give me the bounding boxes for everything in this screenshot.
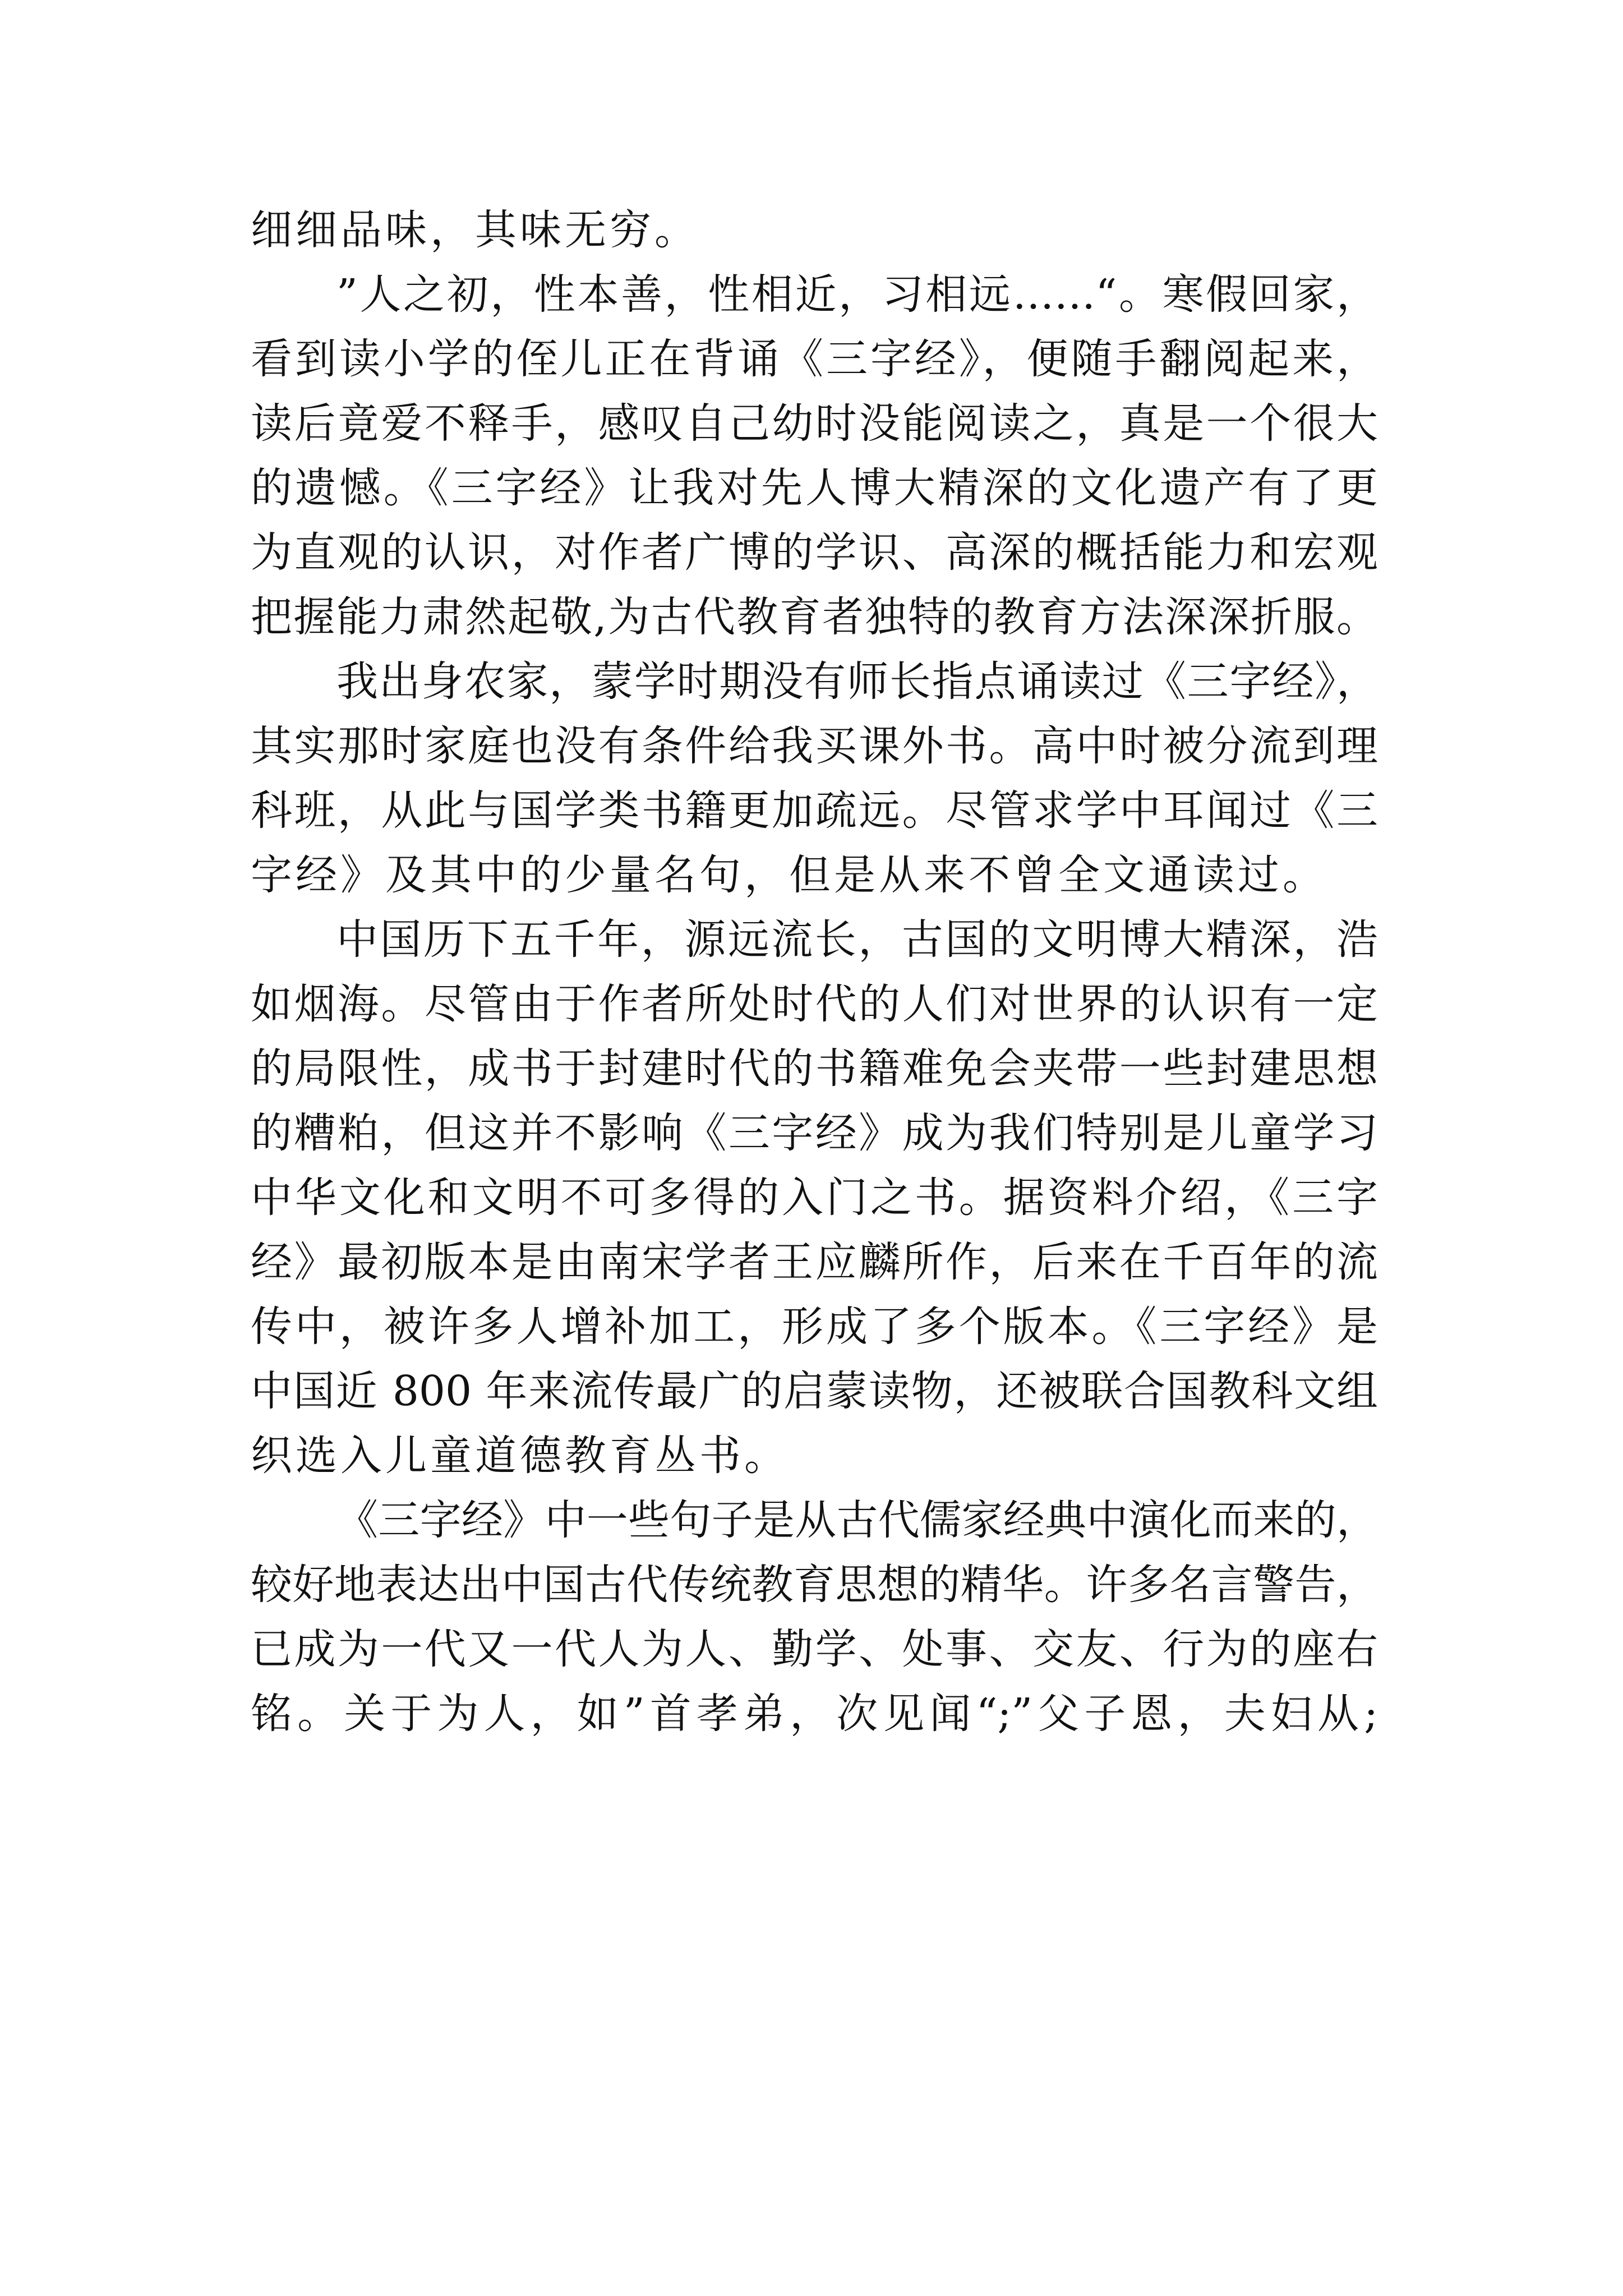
paragraph-4-line-4: 的糟粕，但这并不影响《三字经》成为我们特别是儿童学习 (251, 1109, 1378, 1157)
paragraph-3-line-1: 我出身农家，蒙学时期没有师长指点诵读过《三字经》， (336, 657, 1378, 706)
paragraph-4-line-8: 中国近 800 年来流传最广的启蒙读物，还被联合国教科文组 (251, 1367, 1378, 1415)
paragraph-4-line-9: 织选入儿童道德教育丛书。 (251, 1432, 789, 1480)
paragraph-4-line-1: 中国历下五千年，源远流长，古国的文明博大精深，浩 (336, 915, 1378, 964)
paragraph-2-line-3: 读后竟爱不释手，感叹自己幼时没能阅读之，真是一个很大 (251, 399, 1378, 448)
paragraph-5-line-2: 较好地表达出中国古代传统教育思想的精华。许多名言警告， (251, 1561, 1378, 1609)
paragraph-2-line-5: 为直观的认识，对作者广博的学识、高深的概括能力和宏观 (251, 528, 1378, 577)
paragraph-4-line-3: 的局限性，成书于封建时代的书籍难免会夹带一些封建思想 (251, 1045, 1378, 1093)
paragraph-5-line-1: 《三字经》中一些句子是从古代儒家经典中演化而来的， (336, 1496, 1378, 1544)
paragraph-5-line-3: 已成为一代又一代人为人、勤学、处事、交友、行为的座右 (251, 1625, 1378, 1673)
paragraph-4-line-6: 经》最初版本是由南宋学者王应麟所作，后来在千百年的流 (251, 1238, 1378, 1286)
paragraph-3-line-3: 科班，从此与国学类书籍更加疏远。尽管求学中耳闻过《三 (251, 786, 1378, 835)
paragraph-4-line-7: 传中，被许多人增补加工，形成了多个版本。《三字经》是 (251, 1303, 1378, 1351)
paragraph-4-line-2: 如烟海。尽管由于作者所处时代的人们对世界的认识有一定 (251, 980, 1378, 1028)
paragraph-2-line-6: 把握能力肃然起敬,为古代教育者独特的教育方法深深折服。 (251, 593, 1378, 641)
paragraph-5-line-4: 铭。关于为人，如”首孝弟，次见闻“;”父子恩，夫妇从; (251, 1690, 1378, 1738)
paragraph-3-line-4: 字经》及其中的少量名句，但是从来不曾全文通读过。 (251, 851, 1327, 899)
paragraph-2-line-4: 的遗憾。《三字经》让我对先人博大精深的文化遗产有了更 (251, 464, 1378, 512)
paragraph-4-line-5: 中华文化和文明不可多得的入门之书。据资料介绍，《三字 (251, 1174, 1378, 1222)
paragraph-2-line-1: ”人之初，性本善，性相近，习相远……“。寒假回家， (336, 270, 1378, 319)
paragraph-2-line-2: 看到读小学的侄儿正在背诵《三字经》，便随手翻阅起来， (251, 335, 1378, 383)
text-line-1: 细细品味，其味无穷。 (251, 206, 699, 254)
paragraph-3-line-2: 其实那时家庭也没有条件给我买课外书。高中时被分流到理 (251, 722, 1378, 770)
